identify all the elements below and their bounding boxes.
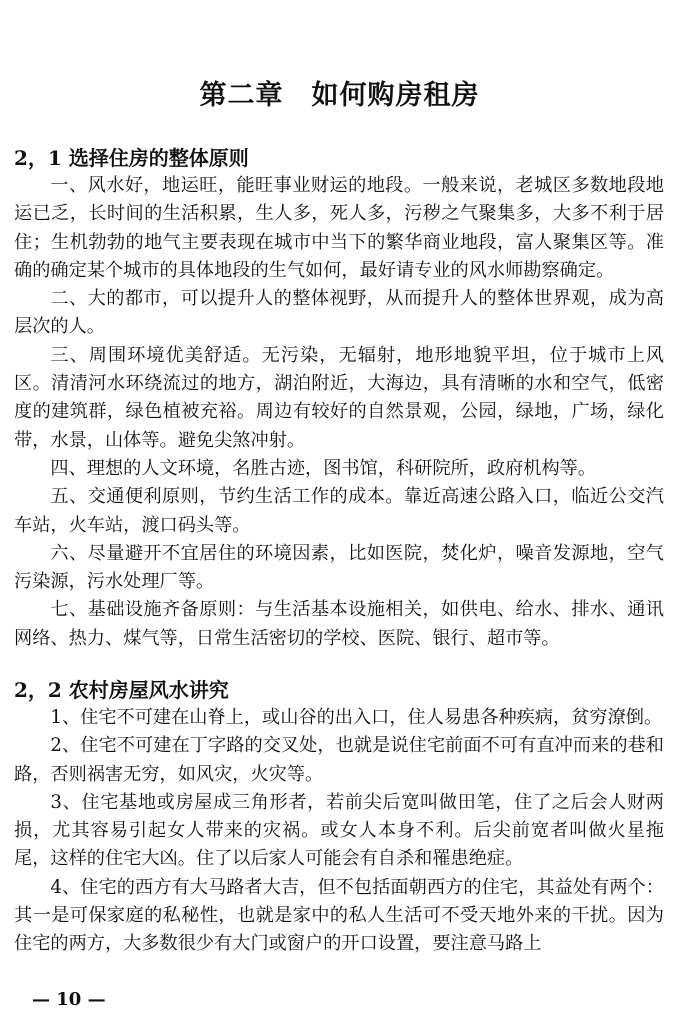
- section-heading: 2，2 农村房屋风水讲究: [14, 678, 229, 702]
- section-2-2: [14, 676, 664, 959]
- page-number: — 10 —: [32, 989, 106, 1010]
- paragraph: 四、理想的人文环境，名胜古迹，图书馆，科研院所，政府机构等。: [50, 457, 597, 479]
- paragraph: 一、风水好，地运旺，能旺事业财运的地段。一般来说，老城区多数地段地运已乏，长时间的生活积累，生人多，死人多，污秽之气聚集多，大多不利于居住；生机勃勃的地气主要表现在城市中当下的繁华商业地段，富人聚集区等。准确的确定某个城市的具体地段的生气如何，最好请专业的风水师勘察确定。: [14, 175, 664, 281]
- paragraph: 六、尽量避开不宜居住的环境因素，比如医院，焚化炉，噪音发源地，空气污染源，污水处理厂等。: [14, 542, 664, 593]
- paragraph: 五、交通便利原则，节约生活工作的成本。靠近高速公路入口，临近公交汽车站，火车站，渡口码头等。: [14, 486, 664, 536]
- section-heading: 2，1 选择住房的整体原则: [14, 146, 249, 170]
- paragraph: 4、住宅的西方有大马路者大吉，但不包括面朝西方的住宅，其益处有两个：其一是可保家庭的私秘性，也就是家中的私人生活可不受天地外来的干扰。因为住宅的两方，大多数很少有大门或窗户的开口设置，要注意马路上: [14, 876, 664, 955]
- paragraph: 3、住宅基地或房屋成三角形者，若前尖后宽叫做田笔，住了之后会人财两损，尤其容易引起女人带来的灾祸。或女人本身不利。后尖前宽者叫做火星拖尾，这样的住宅大凶。住了以后家人可能会有自杀和罹患绝症。: [14, 791, 664, 870]
- paragraph: 三、周围环境优美舒适。无污染，无辐射，地形地貌平坦，位于城市上风区。清清河水环绕流过的地方，湖泊附近，大海边，具有清晰的水和空气，低密度的建筑群，绿色植被充裕。周边有较好的自然景观，公园，绿地，广场，绿化带，水景，山体等。避免尖煞冲射。: [14, 344, 664, 451]
- paragraph: 二、大的都市，可以提升人的整体视野，从而提升人的整体世界观，成为高层次的人。: [14, 288, 664, 338]
- chapter-title: 第二章 如何购房租房: [199, 80, 480, 111]
- paragraph: 七、基础设施齐备原则：与生活基本设施相关，如供电、给水、排水、通讯网络、热力、煤气等，日常生活密切的学校、医院、银行、超市等。: [14, 599, 664, 649]
- paragraph: 1、住宅不可建在山脊上，或山谷的出入口，住人易患各种疾病，贫穷潦倒。: [50, 707, 663, 728]
- paragraph: 2、住宅不可建在丁字路的交叉处，也就是说住宅前面不可有直冲而来的巷和路，否则祸害无穷，如风灾，火灾等。: [14, 735, 664, 785]
- section-2-1: [14, 144, 664, 653]
